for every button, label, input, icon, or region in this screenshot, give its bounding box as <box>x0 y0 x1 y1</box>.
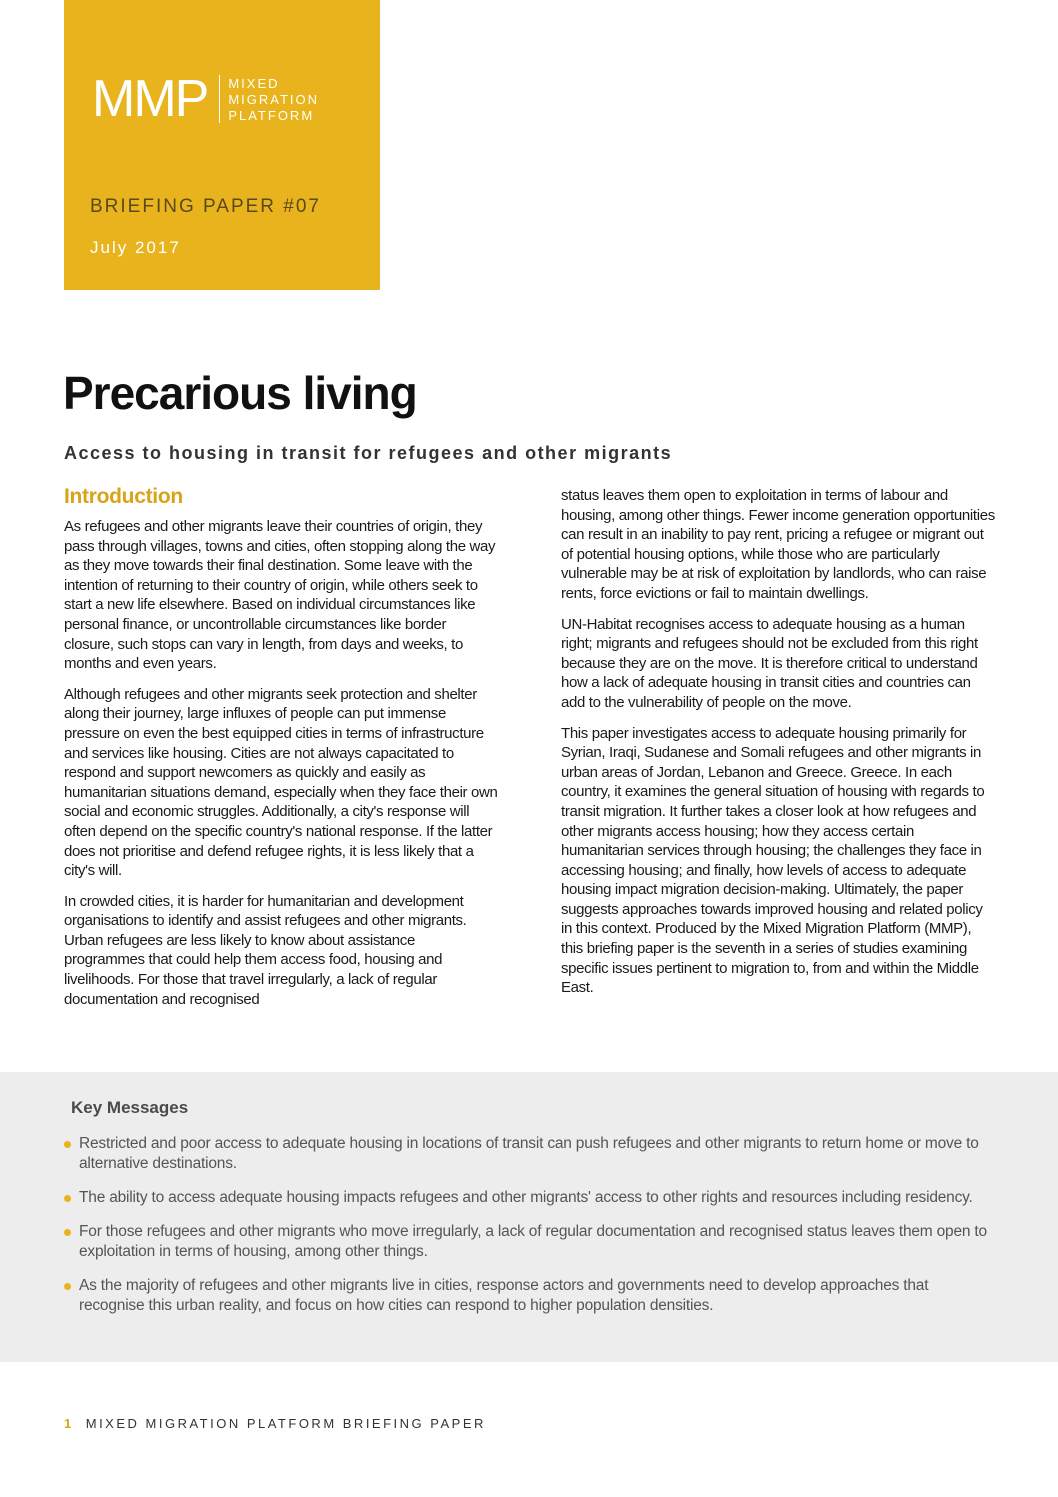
footer-text: MIXED MIGRATION PLATFORM BRIEFING PAPER <box>85 1416 486 1431</box>
logo-mark: MMP <box>92 70 208 128</box>
document-subtitle: Access to housing in transit for refugees and other migrants <box>64 443 673 463</box>
briefing-paper-number: BRIEFING PAPER #07 <box>90 196 321 217</box>
key-message-text: Restricted and poor access to adequate housing in locations of transit can push refugees and other migrants to return home or move to alternative destinations. <box>79 1135 979 1172</box>
logo-wordmark <box>228 76 319 123</box>
right-column <box>561 486 997 1009</box>
key-message-item <box>64 1188 994 1208</box>
key-message-text: The ability to access adequate housing impacts refugees and other migrants' access to other rights and resources including residency. <box>79 1189 973 1206</box>
introduction-heading: Introduction <box>64 485 183 508</box>
body-paragraph: As refugees and other migrants leave their countries of origin, they pass through villages, towns and cities, often stopping along the way as they move towards their final destination. Some leave with the intention of returning to their country of origin, while others seek to start a new life elsewhere. Based on individual circumstances like personal finance, or uncontrollable circumstances like border closure, such stops can vary in length, from days and weeks, to months and even years. <box>64 518 496 673</box>
left-column <box>64 485 498 1020</box>
key-message-text: As the majority of refugees and other migrants live in cities, response actors and governments need to develop approaches that recognise this urban reality, and focus on how cities can respond to higher population densities. <box>79 1277 929 1314</box>
key-messages-box <box>0 1072 1058 1362</box>
publication-date: July 2017 <box>90 238 181 257</box>
body-paragraph: This paper investigates access to adequate housing primarily for Syrian, Iraqi, Sudanese and Somali refugees and other migrants in urban areas of Jordan, Lebanon and Greece. Greece. In each country, it examines the general situation of housing with regards to transit migration. It further takes a closer look at how refugees and other migrants access housing; how they access certain humanitarian services through housing; the challenges they face in accessing housing; and finally, how levels of access to adequate housing impact migration decision-making. Ultimately, the paper suggests approaches towards improved housing and related policy in this context. Produced by the Mixed Migration Platform (MMP), this briefing paper is the seventh in a series of studies examining specific issues pertinent to migration to, from and within the Middle East. <box>561 724 985 997</box>
key-message-text: For those refugees and other migrants who move irregularly, a lack of regular documentation and recognised status leaves them open to exploitation in terms of housing, among other things. <box>79 1223 987 1260</box>
logo-divider <box>219 75 220 123</box>
body-paragraph: UN-Habitat recognises access to adequate housing as a human right; migrants and refugees should not be excluded from this right because they are on the move. It is therefore critical to understand how a lack of adequate housing in transit cities and countries can add to the vulnerability of people on the move. <box>561 615 978 711</box>
header-block <box>64 0 380 290</box>
key-messages-title: Key Messages <box>71 1098 189 1117</box>
key-messages-list <box>64 1134 994 1330</box>
logo-word: MIGRATION <box>228 91 320 107</box>
mmp-logo <box>92 70 320 128</box>
bullet-icon <box>64 1229 71 1236</box>
bullet-icon <box>64 1283 71 1290</box>
bullet-icon <box>64 1195 71 1202</box>
key-message-item <box>64 1222 994 1262</box>
body-paragraph: In crowded cities, it is harder for humanitarian and development organisations to identify and assist refugees and other migrants. Urban refugees are less likely to know about assistance programmes that could help them access food, housing and livelihoods. For those that travel irregularly, a lack of regular documentation and recognised <box>64 892 467 1008</box>
document-title: Precarious living <box>63 367 417 419</box>
logo-word: MIXED <box>228 75 280 91</box>
page-footer <box>64 1416 486 1431</box>
logo-word: PLATFORM <box>228 107 315 123</box>
body-paragraph: Although refugees and other migrants seek protection and shelter along their journey, large influxes of people can put immense pressure on even the best equipped cities in terms of infrastructure and services like housing. Cities are not always capacitated to respond and support newcomers as quickly and easily as humanitarian situations demand, especially when they face their own social and economic struggles. Additionally, a city's response will often depend on the specific country's national response. If the latter does not prioritise and defend refugee rights, it is less likely that a city's will. <box>64 685 498 880</box>
key-message-item <box>64 1276 994 1316</box>
body-paragraph: status leaves them open to exploitation in terms of labour and housing, among other things. Fewer income generation opportunities can result in an inability to pay rent, pricing a refugee or migrant out of potential housing options, while those who are particularly vulnerable may be at risk of exploitation by landlords, who can raise rents, force evictions or fail to maintain dwellings. <box>561 487 995 602</box>
key-message-item <box>64 1134 994 1174</box>
bullet-icon <box>64 1141 71 1148</box>
page-number: 1 <box>64 1416 74 1431</box>
